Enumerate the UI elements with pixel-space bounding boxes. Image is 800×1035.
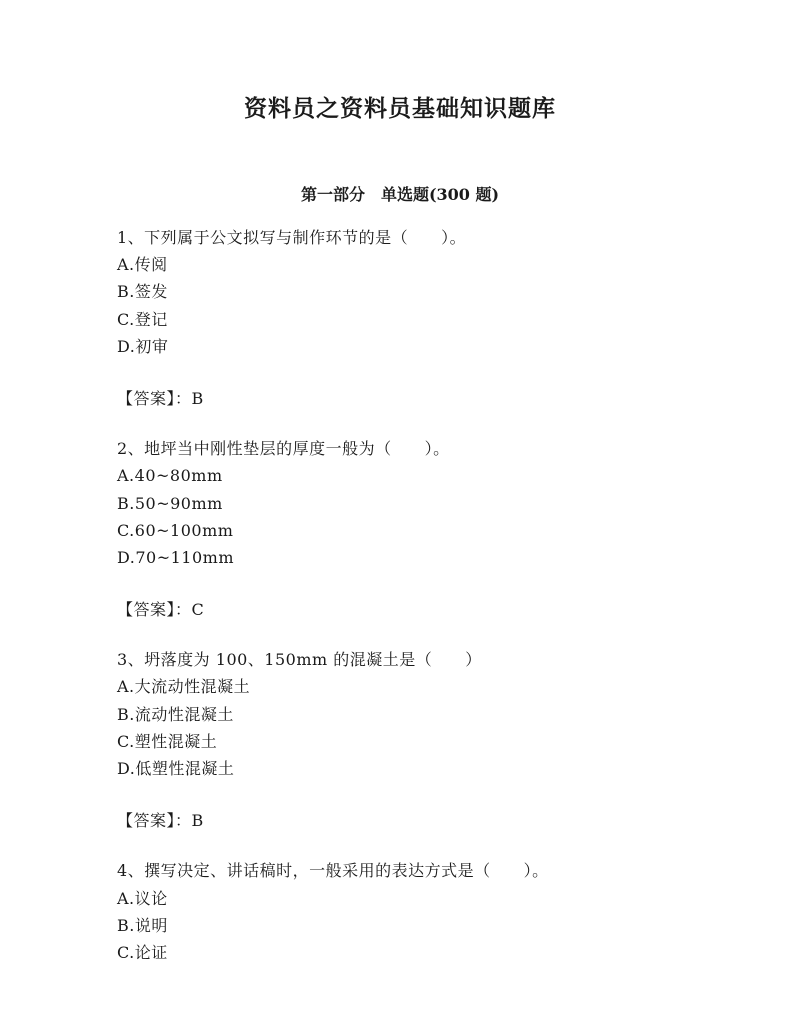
option-c: C.论证 xyxy=(117,942,168,962)
question-item xyxy=(117,435,717,623)
answer-label: 【答案】：C xyxy=(117,600,205,620)
document-title: 资料员之资料员基础知识题库 xyxy=(244,95,556,122)
section-title: 第一部分 单选题(300 题) xyxy=(300,185,500,204)
answer-label: 【答案】：B xyxy=(117,388,204,408)
question-stem: 2、地坪当中刚性垫层的厚度一般为（ ）。 xyxy=(117,439,450,459)
option-c: C.登记 xyxy=(117,309,168,329)
option-c: C.60~100mm xyxy=(117,520,234,540)
option-a: A.40~80mm xyxy=(117,466,223,486)
answer-label: 【答案】：B xyxy=(117,811,204,831)
option-d: D.初审 xyxy=(117,336,169,356)
option-d: D.低塑性混凝土 xyxy=(117,759,235,778)
question-stem: 3、坍落度为 100、150mm 的混凝土是（ ） xyxy=(117,650,482,670)
option-a: A.大流动性混凝土 xyxy=(117,677,251,697)
question-stem: 1、下列属于公文拟写与制作环节的是（ ）。 xyxy=(117,228,467,247)
question-item xyxy=(117,857,717,966)
option-b: B.流动性混凝土 xyxy=(117,704,234,724)
question-stem: 4、撰写决定、讲话稿时，一般采用的表达方式是（ ）。 xyxy=(117,861,549,881)
question-item xyxy=(117,646,717,834)
question-item xyxy=(117,224,717,412)
option-b: B.50~90mm xyxy=(117,493,223,513)
option-a: A.传阅 xyxy=(117,255,168,275)
option-b: B.签发 xyxy=(117,282,168,302)
option-c: C.塑性混凝土 xyxy=(117,731,218,751)
option-a: A.议论 xyxy=(117,888,168,908)
question-list xyxy=(117,224,717,989)
option-b: B.说明 xyxy=(117,915,168,935)
option-d: D.70~110mm xyxy=(117,547,234,567)
